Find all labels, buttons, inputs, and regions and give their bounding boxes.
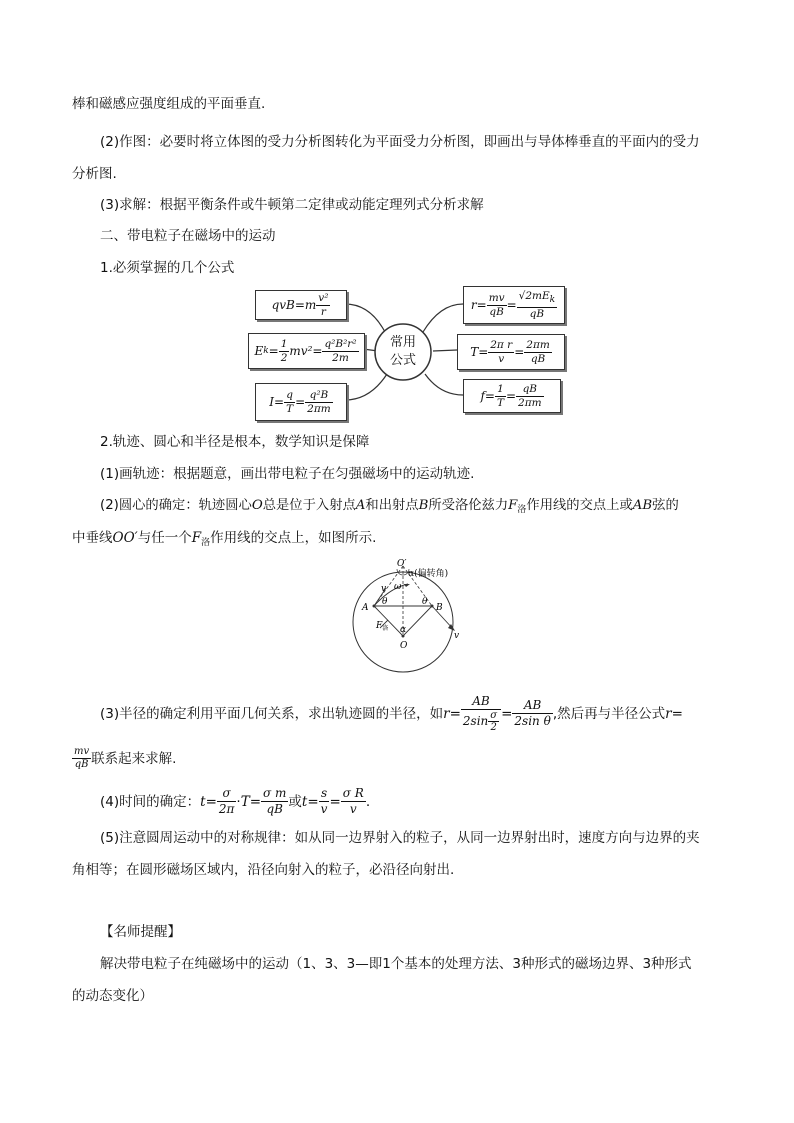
section-heading-2: 二、带电粒子在磁场中的运动 [100,228,276,244]
para-continuation: 棒和磁感应强度组成的平面垂直. [72,96,266,112]
trajectory-figure [350,558,470,674]
label-point-a: A [362,603,369,613]
label-alpha-center: α [400,625,407,635]
formula-radius: r= $\frac{mv}{qB}$ = $\frac{\text{√2mEk}}{qB}$ [463,286,565,324]
label-point-b: B [436,603,443,613]
formula-center-label: 常用 公式 [389,335,416,368]
para-center-line2: 中垂线OO′与任一个$F_洛$作用线的交点上，如图所示. [72,530,377,548]
tip-line2: 的动态变化） [72,988,153,1004]
tip-title: 【名师提醒】 [100,924,181,940]
para-step3: (3)求解：根据平衡条件或牛顿第二定律或动能定理列式分析求解 [100,197,484,213]
para-radius-line1: (3)半径的确定利用平面几何关系，求出轨迹圆的半径，如 r = AB 2sin $\frac{\sigma}{2}$ = $\frac{AB}{\text{2sin θ}}$ ,然后再与半径公式 r = [100,694,683,733]
label-lorentz-force: $F_洛$ [376,621,389,632]
formula-current: I= $\frac{q}{T}$ = $\frac{\text{q²B}}{2\pi m}$ [255,383,347,421]
para-step2-line2: 分析图. [72,166,117,182]
para-center-line1: (2)圆心的确定：轨迹圆心O总是位于入射点A和出射点B所受洛伦兹力$F_洛$作用线的交点上或AB弦的 [100,498,679,515]
label-theta-left: θ [382,597,388,607]
formula-diagram [245,282,565,424]
subheading-1: 1.必须掌握的几个公式 [100,260,235,276]
label-velocity-left: v [381,584,387,594]
para-radius-line2: $\frac{mv}{qB}$ 联系起来求解. [74,746,177,770]
para-time: (4)时间的确定： t = $\frac{\sigma}{2\pi}$ · T = $\frac{\text{σ m}}{qB}$ 或 t = $\frac{s}{v}$ = $\frac{\text{σ R}}{v}$ . [100,786,371,816]
para-draw-trajectory: (1)画轨迹：根据题意，画出带电粒子在匀强磁场中的运动轨迹. [100,466,475,482]
formula-lorentz-centripetal: qvB=m $\frac{\text{v²}}{r}$ [255,290,347,320]
formula-kinetic-energy: E k = $\frac{1}{2}$ mv²= $\frac{\text{q²B²r²}}{2m}$ [248,333,365,369]
para-symmetry-line2: 角相等；在圆形磁场区域内，沿径向射入的粒子，必沿径向射出. [72,862,455,878]
label-theta-right: θ [422,597,428,607]
subheading-2: 2.轨迹、圆心和半径是根本，数学知识是保障 [100,434,370,450]
formula-period: T= $\frac{\text{2π r}}{v}$ = $\frac{2\pi m}{qB}$ [457,334,565,370]
para-step2-line1: (2)作图：必要时将立体图的受力分析图转化为平面受力分析图，即画出与导体棒垂直的平面内的受力 [100,134,700,150]
label-center-o: O [400,641,408,651]
para-symmetry-line1: (5)注意圆周运动中的对称规律：如从同一边界射入的粒子，从同一边界射出时，速度方向与边界的夹 [100,830,700,846]
label-omega: ω [394,582,402,592]
formula-frequency: f= $\frac{1}{T}$ = $\frac{qB}{2\pi m}$ [463,379,561,413]
label-o-prime: O′ [397,559,407,569]
label-velocity-right: v [454,631,460,641]
label-deflection-angle: α(偏转角) [408,569,449,579]
tip-line1: 解决带电粒子在纯磁场中的运动（1、3、3—即1个基本的处理方法、3种形式的磁场边界、3种形式 [100,956,692,972]
